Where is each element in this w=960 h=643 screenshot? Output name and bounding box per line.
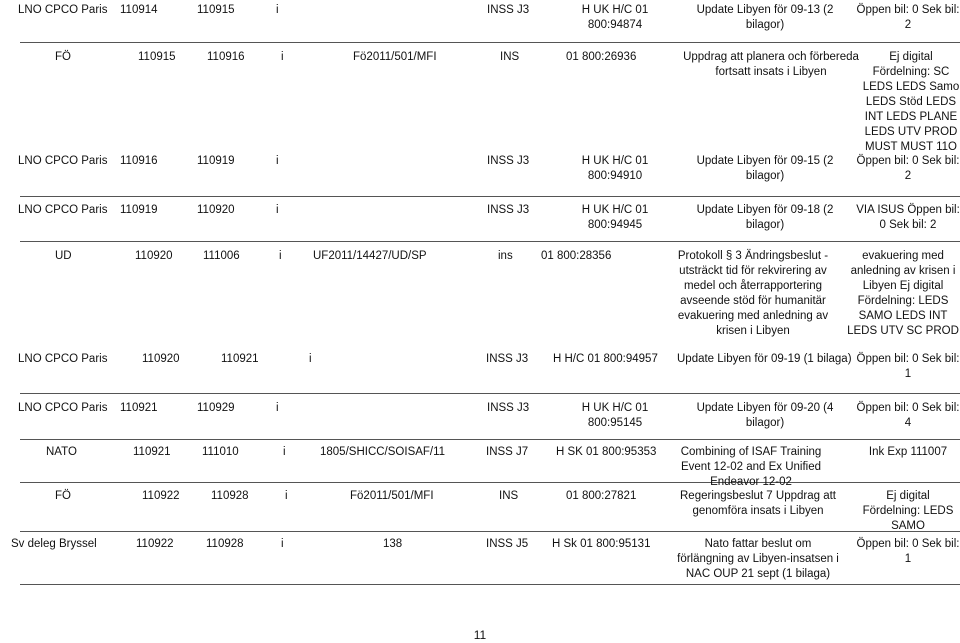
description-cell: Update Libyen för 09-13 (2 bilagor): [696, 4, 834, 31]
channel-cell: H UK H/C 01 800:95145: [581, 402, 649, 429]
system-cell: INSS J3: [487, 155, 530, 167]
to-cell: 110928: [211, 490, 249, 502]
distribution-cell: Ej digital Fördelning: SC LEDS LEDS Samo LEDS Stöd LEDS INT LEDS PLANE LEDS UTV PROD MUST MUST 11O: [862, 51, 960, 153]
system-cell: INSS J3: [486, 353, 529, 365]
distribution-cell: Öppen bil: 0 Sek bil: 2: [856, 155, 960, 182]
reference-cell: 1805/SHICC/SOISAF/11: [320, 446, 446, 458]
distribution-cell: Ej digital Fördelning: LEDS SAMO: [862, 490, 954, 532]
system-cell: INS: [499, 490, 519, 502]
to-cell: 110929: [197, 402, 235, 414]
row-divider: [20, 196, 960, 197]
channel-cell: H UK H/C 01 800:94874: [581, 4, 649, 31]
org-cell: LNO CPCO Paris: [18, 402, 108, 414]
system-cell: INSS J7: [486, 446, 529, 458]
from-cell: 110916: [120, 155, 158, 167]
from-cell: 110914: [120, 4, 158, 16]
from-cell: 110919: [120, 204, 158, 216]
class-cell: i: [276, 402, 279, 414]
from-cell: 110922: [142, 490, 180, 502]
channel-cell: H UK H/C 01 800:94945: [581, 204, 649, 231]
from-cell: 110921: [120, 402, 158, 414]
distribution-cell: Öppen bil: 0 Sek bil: 1: [856, 353, 960, 380]
to-cell: 111010: [202, 446, 239, 458]
class-cell: i: [283, 446, 286, 458]
page-number: 11: [473, 628, 487, 642]
reference-cell: Fö2011/501/MFI: [353, 51, 437, 63]
to-cell: 111006: [203, 250, 240, 262]
to-cell: 110928: [206, 538, 244, 550]
description-cell: Uppdrag att planera och förbereda fortsatt insats i Libyen: [683, 51, 859, 78]
to-cell: 110915: [197, 4, 235, 16]
distribution-cell: Öppen bil: 0 Sek bil: 2: [856, 4, 960, 31]
description-cell: Combining of ISAF Training Event 12-02 and Ex Unified Endeavor 12-02: [680, 446, 822, 488]
from-cell: 110920: [142, 353, 180, 365]
row-divider: [20, 584, 960, 585]
channel-cell: H Sk 01 800:95131: [552, 538, 651, 550]
description-cell: Update Libyen för 09-15 (2 bilagor): [696, 155, 834, 182]
to-cell: 110921: [221, 353, 259, 365]
class-cell: i: [281, 538, 284, 550]
org-cell: NATO: [46, 446, 77, 458]
channel-cell: H H/C 01 800:94957: [553, 353, 658, 365]
from-cell: 110915: [138, 51, 176, 63]
class-cell: i: [281, 51, 284, 63]
org-cell: LNO CPCO Paris: [18, 155, 108, 167]
row-divider: [20, 439, 960, 440]
from-cell: 110920: [135, 250, 173, 262]
org-cell: LNO CPCO Paris: [18, 4, 108, 16]
distribution-cell: evakuering med anledning av krisen i Libyen Ej digital Fördelning: LEDS SAMO LEDS INT LEDS UTV SC PROD: [847, 250, 959, 337]
distribution-cell: Öppen bil: 0 Sek bil: 1: [856, 538, 960, 565]
org-cell: FÖ: [55, 490, 71, 502]
system-cell: INSS J3: [487, 204, 530, 216]
org-cell: LNO CPCO Paris: [18, 353, 108, 365]
reference-cell: UF2011/14427/UD/SP: [313, 250, 427, 262]
description-cell: Update Libyen för 09-19 (1 bilaga): [677, 353, 852, 365]
system-cell: INSS J3: [487, 4, 530, 16]
description-cell: Regeringsbeslut 7 Uppdrag att genomföra insats i Libyen: [680, 490, 836, 517]
class-cell: i: [309, 353, 312, 365]
class-cell: i: [276, 204, 279, 216]
channel-cell: 01 800:26936: [566, 51, 637, 63]
reference-cell: 138: [383, 538, 403, 550]
class-cell: i: [276, 4, 279, 16]
channel-cell: 01 800:27821: [566, 490, 637, 502]
from-cell: 110921: [133, 446, 171, 458]
description-cell: Update Libyen för 09-18 (2 bilagor): [696, 204, 834, 231]
row-divider: [20, 42, 960, 43]
org-cell: LNO CPCO Paris: [18, 204, 108, 216]
class-cell: i: [285, 490, 288, 502]
channel-cell: H SK 01 800:95353: [556, 446, 657, 458]
description-cell: Protokoll § 3 Ändringsbeslut - utsträckt tid för rekvirering av medel och återrapportering avseende stöd för humanitär evakuering med anledning av krisen i Libyen: [677, 250, 829, 337]
to-cell: 110920: [197, 204, 235, 216]
class-cell: i: [279, 250, 282, 262]
to-cell: 110916: [207, 51, 245, 63]
system-cell: INSS J3: [487, 402, 530, 414]
reference-cell: Fö2011/501/MFI: [350, 490, 434, 502]
row-divider: [20, 393, 960, 394]
distribution-cell: VIA ISUS Öppen bil: 0 Sek bil: 2: [856, 204, 960, 231]
system-cell: INS: [500, 51, 520, 63]
channel-cell: H UK H/C 01 800:94910: [581, 155, 649, 182]
row-divider: [20, 531, 960, 532]
to-cell: 110919: [197, 155, 235, 167]
org-cell: UD: [55, 250, 72, 262]
org-cell: FÖ: [55, 51, 71, 63]
system-cell: INSS J5: [486, 538, 529, 550]
from-cell: 110922: [136, 538, 174, 550]
row-divider: [20, 241, 960, 242]
channel-cell: 01 800:28356: [541, 250, 612, 262]
class-cell: i: [276, 155, 279, 167]
description-cell: Nato fattar beslut om förlängning av Libyen-insatsen i NAC OUP 21 sept (1 bilaga): [677, 538, 839, 580]
system-cell: ins: [498, 250, 513, 262]
description-cell: Update Libyen för 09-20 (4 bilagor): [696, 402, 834, 429]
distribution-cell: Ink Exp 111007: [868, 446, 948, 458]
org-cell: Sv deleg Bryssel: [11, 538, 97, 550]
distribution-cell: Öppen bil: 0 Sek bil: 4: [856, 402, 960, 429]
